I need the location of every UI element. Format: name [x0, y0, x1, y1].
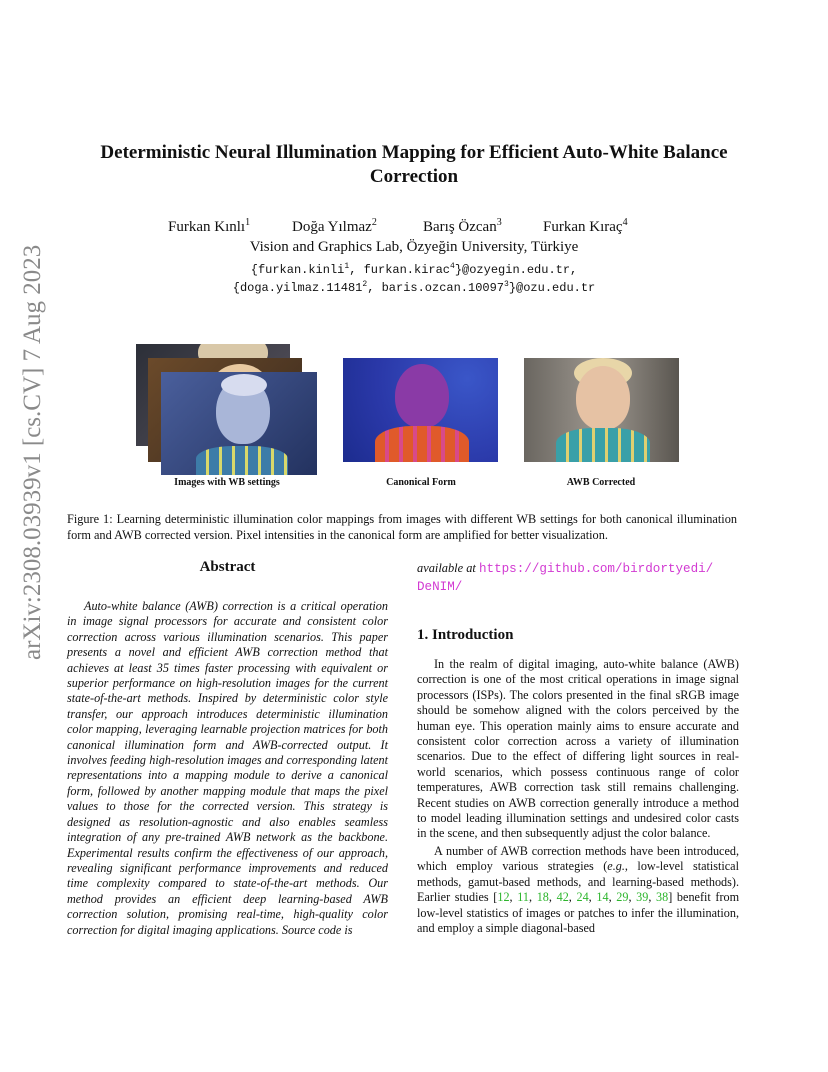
intro-paragraph-1: In the realm of digital imaging, auto-white balance (AWB) correction is one of the most critical operations in image signal processors (ISPs). The colors presented in the final sRGB image should be somehow aligned with the colors perceived by the human eye. This operation mainly aims to ensure accurate and consistent color correction across a variety of illumination scenarios. Due to the effect of differing light sources in real-world scenarios, which possess continuous range of color temperatures, AWB correction task still remains challenging. Recent studies on AWB correction generally introduce a method to model leading illumination settings and undesired color casts in the scene, and then subsequently adjust the color balance.	[417, 657, 739, 841]
email-line-2: {doga.yilmaz.11481$^2$, baris.ozcan.10097$^3$}@ozu.edu.tr	[232, 280, 596, 295]
continuation-text: available at	[417, 561, 476, 575]
shirt-shape	[556, 428, 650, 462]
citation-link[interactable]: 24	[576, 890, 589, 905]
child-photo-icon	[576, 366, 630, 430]
source-code-link[interactable]: https://github.com/birdortyedi/ DeNIM/	[417, 562, 714, 594]
title-line-2: Correction	[369, 166, 459, 187]
citation-link[interactable]: 42	[556, 890, 569, 905]
section-heading-introduction: 1. Introduction	[417, 627, 514, 643]
figure-caption: Figure 1: Learning deterministic illumination color mappings from images with different WB settings for both canonical illumination form and AWB corrected version. Pixel intensities in the canonical form are amplified for better visualization.	[67, 512, 737, 542]
affiliation: Vision and Graphics Lab, Özyeğin University, Türkiye	[249, 239, 579, 255]
hair-shape	[221, 374, 267, 396]
figure-label-awb: AWB Corrected	[566, 477, 636, 488]
child-photo-icon	[395, 364, 449, 428]
paper-title	[70, 141, 758, 189]
figure-label-canonical: Canonical Form	[386, 477, 456, 488]
awb-corrected-image	[524, 358, 679, 462]
introduction-body	[417, 657, 739, 936]
abstract-heading: Abstract	[199, 559, 256, 575]
author-2: Doğa Yılmaz$^2$	[292, 217, 377, 235]
intro-paragraph-2: A number of AWB correction methods have been introduced, which employ various strategies (e.g., low-level statistical methods, gamut-based methods, and learning-based methods). Earlier studies [12, 11, 18, 42, 24, 14, 29, 39, 38] benefit from low-level statistics of images or patches to infer the illumination, and employ a simple diagonal-based	[417, 843, 740, 935]
abstract-continuation	[417, 560, 739, 596]
wb-image-front	[161, 372, 317, 475]
citation-link[interactable]: 29	[616, 890, 629, 905]
shirt-shape	[196, 446, 288, 475]
author-4: Furkan Kıraç$^4$	[543, 217, 628, 235]
arxiv-sidebar-stamp: arXiv:2308.03939v1 [cs.CV] 7 Aug 2023	[19, 244, 46, 660]
canonical-form-image	[343, 358, 498, 462]
citation-link[interactable]: 14	[596, 890, 609, 905]
abstract-body	[67, 599, 388, 938]
email-line-1: {furkan.kinli$^1$, furkan.kirac$^4$}@ozyegin.edu.tr,	[250, 262, 578, 277]
shirt-shape	[375, 426, 469, 462]
figure-label-wb: Images with WB settings	[174, 477, 280, 488]
abstract-text: Auto-white balance (AWB) correction is a critical operation in image signal processors for accurate and consistent color correction across various illumination scenarios. This paper presents a novel and efficient AWB correction method that achieves at least 35 times faster processing with equivalent or superior performance on high-resolution images for the current state-of-the-art methods. Inspired by deterministic color style transfer, our approach introduces deterministic illumination color mapping, leveraging learnable projection matrices for both canonical illumination form and AWB-corrected output. It involves feeding high-resolution images and corresponding latent representations into a mapping module to derive a canonical form, followed by another mapping module that maps the pixel values to those for the corrected version. This strategy is designed as resolution-agnostic and also enables seamless integration of any pre-trained AWB network as the backbone. Experimental results confirm the effectiveness of our approach, revealing significant performance improvements and reduced time complexity compared to state-of-the-art methods. Our method provides an efficient deep learning-based AWB correction solution, promising real-time, high-quality color correction for digital imaging applications. Source code is	[67, 599, 388, 937]
author-3: Barış Özcan$^3$	[423, 217, 502, 235]
citation-link[interactable]: 18	[536, 890, 549, 905]
author-1: Furkan Kınlı$^1$	[168, 217, 251, 235]
citation-link[interactable]: 38	[656, 890, 669, 905]
citation-link[interactable]: 39	[636, 890, 649, 905]
citation-link[interactable]: 12	[497, 890, 510, 905]
citation-link[interactable]: 11	[517, 890, 529, 905]
author-list	[150, 217, 678, 237]
title-line-1: Deterministic Neural Illumination Mapping for Efficient Auto-White Balance	[100, 142, 728, 163]
